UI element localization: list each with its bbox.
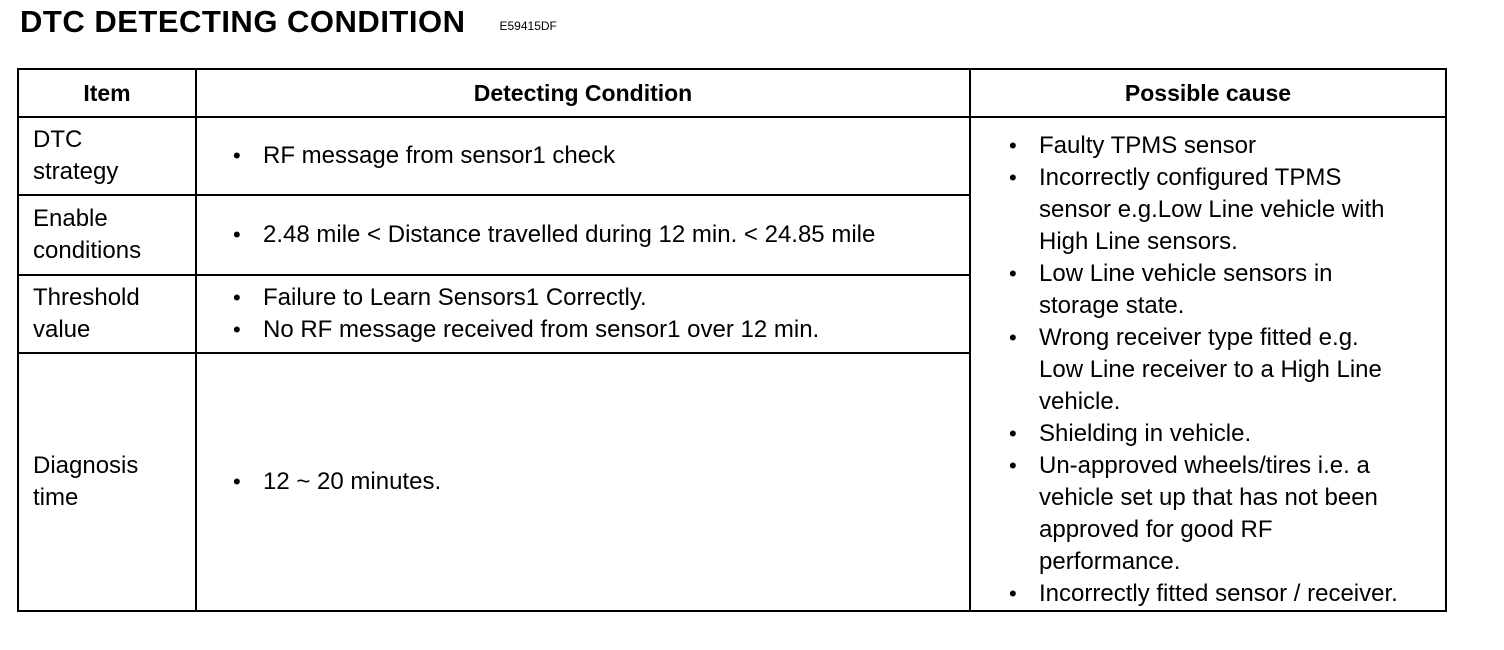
condition-cell: [196, 275, 970, 353]
cause-list: [1009, 130, 1445, 610]
item-label-line: Diagnosis: [33, 452, 139, 479]
header-item: Item: [18, 69, 196, 117]
dtc-condition-table: [17, 68, 1447, 612]
item-cell-enable-conditions: [18, 195, 196, 275]
item-label-line: time: [33, 484, 79, 511]
cause-item: • Shielding in vehicle.: [1009, 418, 1409, 450]
item-cell-threshold-value: [18, 275, 196, 353]
cause-item: • Un-approved wheels/tires i.e. a vehicle set up that has not been approved for good RF performance.: [1009, 450, 1409, 578]
page-heading: [20, 4, 557, 44]
item-cell-diagnosis-time: [18, 353, 196, 611]
cause-item: • Low Line vehicle sensors in storage state.: [1009, 258, 1409, 322]
condition-item: • 2.48 mile < Distance travelled during 12 min. < 24.85 mile: [233, 219, 969, 251]
item-label-line: strategy: [33, 158, 119, 185]
condition-item: • Failure to Learn Sensors1 Correctly.: [233, 282, 969, 314]
header-detecting-condition: Detecting Condition: [196, 69, 970, 117]
cause-item: • Wrong receiver type fitted e.g. Low Line receiver to a High Line vehicle.: [1009, 322, 1409, 418]
condition-list: [233, 466, 969, 498]
table-header-row: [18, 69, 1446, 117]
item-label-line: conditions: [33, 237, 142, 264]
item-label-line: Enable: [33, 205, 108, 232]
condition-cell: [196, 117, 970, 195]
condition-list: [233, 140, 969, 172]
possible-cause-cell: [970, 117, 1446, 611]
cause-item: • Incorrectly fitted sensor / receiver.: [1009, 578, 1409, 610]
condition-list: [233, 219, 969, 251]
item-cell-dtc-strategy: [18, 117, 196, 195]
header-possible-cause: Possible cause: [970, 69, 1446, 117]
condition-item: • No RF message received from sensor1 over 12 min.: [233, 314, 969, 346]
figure-code: E59415DF: [499, 19, 557, 33]
cause-item: • Faulty TPMS sensor: [1009, 130, 1409, 162]
item-label-line: DTC: [33, 126, 83, 153]
item-label-line: value: [33, 316, 91, 343]
item-label-line: Threshold: [33, 284, 140, 311]
table-row: [18, 117, 1446, 195]
condition-item: • 12 ~ 20 minutes.: [233, 466, 969, 498]
condition-item: • RF message from sensor1 check: [233, 140, 969, 172]
cause-item: • Incorrectly configured TPMS sensor e.g.Low Line vehicle with High Line sensors.: [1009, 162, 1409, 258]
page-title: DTC DETECTING CONDITION: [20, 4, 466, 39]
condition-cell: [196, 353, 970, 611]
condition-cell: [196, 195, 970, 275]
condition-list: [233, 282, 969, 346]
